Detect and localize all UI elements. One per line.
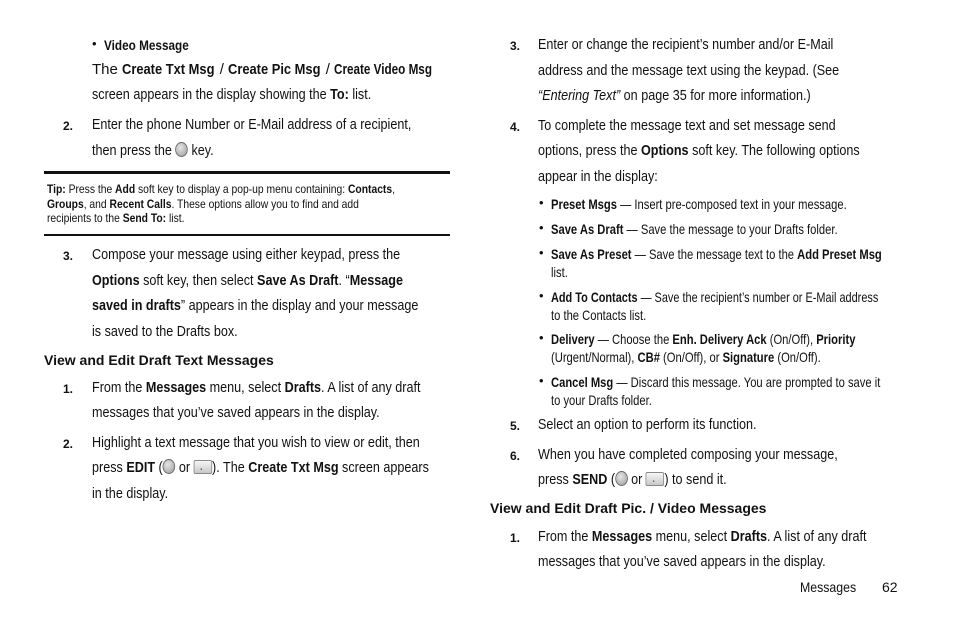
option-cancel-msg-cont: to your Drafts folder.: [551, 392, 652, 408]
bullet-dot: •: [539, 220, 544, 235]
r-view-step1-line2: messages that you’ve saved appears in the display.: [538, 553, 826, 570]
create-msg-line1: The Create Txt Msg / Create Pic Msg / Create Video Msg: [92, 61, 433, 78]
section-heading: View and Edit Draft Pic. / Video Messages: [490, 500, 767, 516]
r-view-step1-line1: From the Messages menu, select Drafts. A list of any draft: [538, 528, 867, 545]
option-save-as-preset: Save As Preset — Save the message text to the Add Preset Msg: [551, 246, 882, 262]
create-msg-line2: screen appears in the display showing the To: list.: [92, 86, 372, 103]
r-step6-line2: press SEND ( or ▪) to send it.: [538, 467, 763, 492]
ok-key-icon: [194, 460, 212, 474]
bullet-dot: •: [539, 373, 544, 388]
bullet-dot: •: [539, 288, 544, 303]
step2-line1: Enter the phone Number or E-Mail address of a recipient,: [92, 116, 412, 133]
step-number: 1.: [63, 382, 74, 396]
bullet-dot: •: [539, 330, 544, 345]
step3-line2: Options soft key, then select Save As Draft. “Message: [92, 272, 403, 289]
tip-box: [44, 171, 450, 236]
step3-line4: is saved to the Drafts box.: [92, 323, 238, 340]
bullet-dot: •: [539, 195, 544, 210]
section-heading: View and Edit Draft Text Messages: [44, 352, 274, 368]
bullet-video-message: Video Message: [104, 37, 189, 53]
step-number: 2.: [63, 437, 74, 451]
r-step4-line2: options, press the Options soft key. The following options: [538, 142, 860, 159]
r-step4-line1: To complete the message text and set message send: [538, 117, 836, 134]
r-step5-line1: Select an option to perform its function.: [538, 416, 757, 433]
footer-section: Messages: [800, 579, 857, 595]
select-key-icon: [615, 471, 628, 486]
option-cancel-msg: Cancel Msg — Discard this message. You are prompted to save it: [551, 374, 881, 390]
bullet-dot: •: [539, 245, 544, 260]
step-number: 3.: [63, 249, 74, 263]
tip-line3: recipients to the Send To: list.: [47, 211, 185, 225]
bullet-dot: •: [92, 36, 97, 51]
step-number: 5.: [510, 419, 521, 433]
view-step1-line2: messages that you’ve saved appears in the display.: [92, 404, 380, 421]
step2-line2: then press the key.: [92, 142, 214, 159]
step-number: 3.: [510, 39, 521, 53]
step-number: 2.: [63, 119, 74, 133]
option-save-as-draft: Save As Draft — Save the message to your Drafts folder.: [551, 221, 838, 237]
option-save-as-preset-cont: list.: [551, 264, 568, 280]
r-step6-line1: When you have completed composing your message,: [538, 446, 838, 463]
view-step2-line1: Highlight a text message that you wish to view or edit, then: [92, 434, 420, 451]
step-number: 1.: [510, 531, 521, 545]
view-step2-line2: press EDIT ( or ▪). The Create Txt Msg screen appears: [92, 455, 493, 480]
option-delivery-cont: (Urgent/Normal), CB# (On/Off), or Signature (On/Off).: [551, 349, 821, 365]
tip-line1: Tip: Press the Add soft key to display a pop-up menu containing: Contacts,: [47, 182, 395, 196]
r-step4-line3: appear in the display:: [538, 168, 658, 185]
view-step2-line3: in the display.: [92, 485, 169, 502]
r-step3-line1: Enter or change the recipient’s number and/or E-Mail: [538, 36, 834, 53]
ok-key-icon: [646, 472, 664, 486]
step-number: 4.: [510, 120, 521, 134]
option-add-to-contacts: Add To Contacts — Save the recipient’s number or E-Mail address: [551, 289, 879, 305]
step-number: 6.: [510, 449, 521, 463]
tip-line2: Groups, and Recent Calls. These options allow you to find and add: [47, 196, 359, 211]
step3-line1: Compose your message using either keypad, press the: [92, 246, 401, 263]
option-preset-msgs: Preset Msgs — Insert pre-composed text in your message.: [551, 196, 847, 212]
r-step3-line3: “Entering Text” on page 35 for more information.): [538, 87, 811, 104]
r-step3-line2: address and the message text using the keypad. (See: [538, 62, 840, 79]
option-add-to-contacts-cont: to the Contacts list.: [551, 307, 647, 323]
page-number: 62: [882, 579, 898, 595]
view-step1-line1: From the Messages menu, select Drafts. A list of any draft: [92, 379, 421, 396]
select-key-icon: [163, 459, 176, 474]
end-key-icon: [175, 142, 188, 157]
step3-line3: saved in drafts” appears in the display and your message: [92, 297, 419, 314]
option-delivery: Delivery — Choose the Enh. Delivery Ack (On/Off), Priority: [551, 331, 856, 347]
